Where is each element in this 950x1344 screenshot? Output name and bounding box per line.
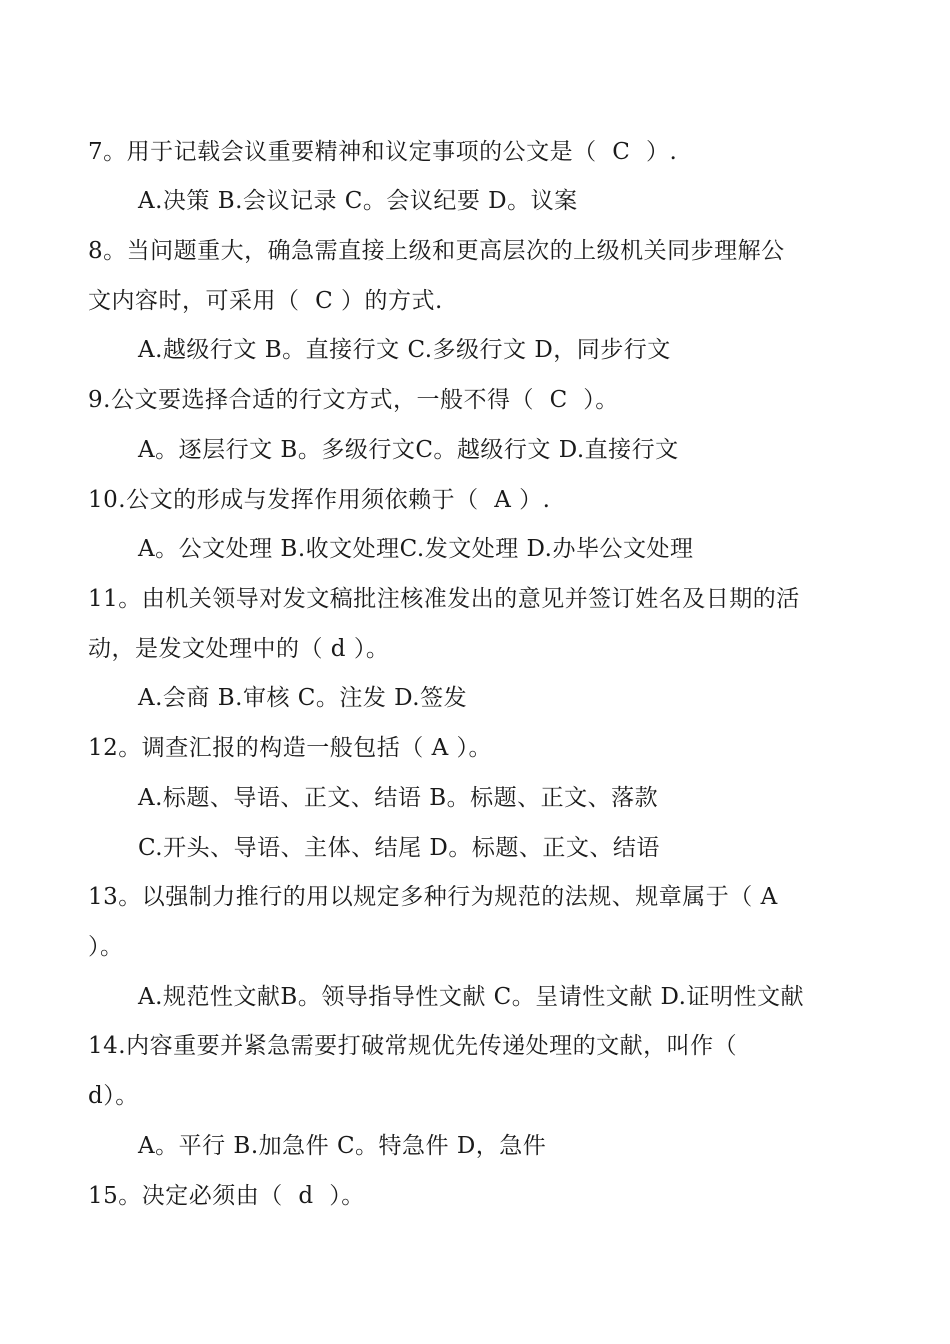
question-7-options: A.决策 B.会议记录 C。会议纪要 D。议案 (138, 188, 578, 214)
question-15: 15。决定必须由（ d ）。 (88, 1183, 365, 1209)
question-14: 14.内容重要并紧急需要打破常规优先传递处理的文献，叫作（ (88, 1033, 738, 1059)
question-7: 7。用于记载会议重要精神和议定事项的公文是（ C ）. (88, 139, 678, 165)
question-8: 8。当问题重大，确急需直接上级和更高层次的上级机关同步理解公 (88, 238, 785, 264)
question-14-continued: d）。 (88, 1083, 139, 1109)
question-12: 12。调查汇报的构造一般包括（ A ）。 (88, 735, 492, 761)
question-13-options: A.规范性文献B。领导指导性文献 C。呈请性文献 D.证明性文献 (138, 984, 804, 1010)
question-13-continued: ）。 (88, 934, 124, 960)
question-11-options: A.会商 B.审核 C。注发 D.签发 (138, 685, 468, 711)
question-11: 11。由机关领导对发文稿批注核准发出的意见并签订姓名及日期的活 (88, 586, 800, 612)
question-10: 10.公文的形成与发挥作用须依赖于（ A ）. (88, 487, 551, 513)
question-10-options: A。公文处理 B.收文处理C.发文处理 D.办毕公文处理 (138, 536, 694, 562)
question-12-options-2: C.开头、导语、主体、结尾 D。标题、正文、结语 (138, 835, 660, 861)
question-13: 13。以强制力推行的用以规定多种行为规范的法规、规章属于（ A (88, 884, 778, 910)
question-8-continued: 文内容时，可采用（ C ）的方式. (88, 288, 443, 314)
question-11-continued: 动，是发文处理中的（ d ）。 (88, 636, 390, 662)
question-12-options-1: A.标题、导语、正文、结语 B。标题、正文、落款 (138, 785, 659, 811)
question-9: 9.公文要选择合适的行文方式，一般不得（ C ）。 (88, 387, 619, 413)
question-14-options: A。平行 B.加急件 C。特急件 D，急件 (138, 1133, 547, 1159)
question-9-options: A。逐层行文 B。多级行文C。越级行文 D.直接行文 (138, 437, 679, 463)
question-8-options: A.越级行文 B。直接行文 C.多级行文 D，同步行文 (138, 337, 671, 363)
